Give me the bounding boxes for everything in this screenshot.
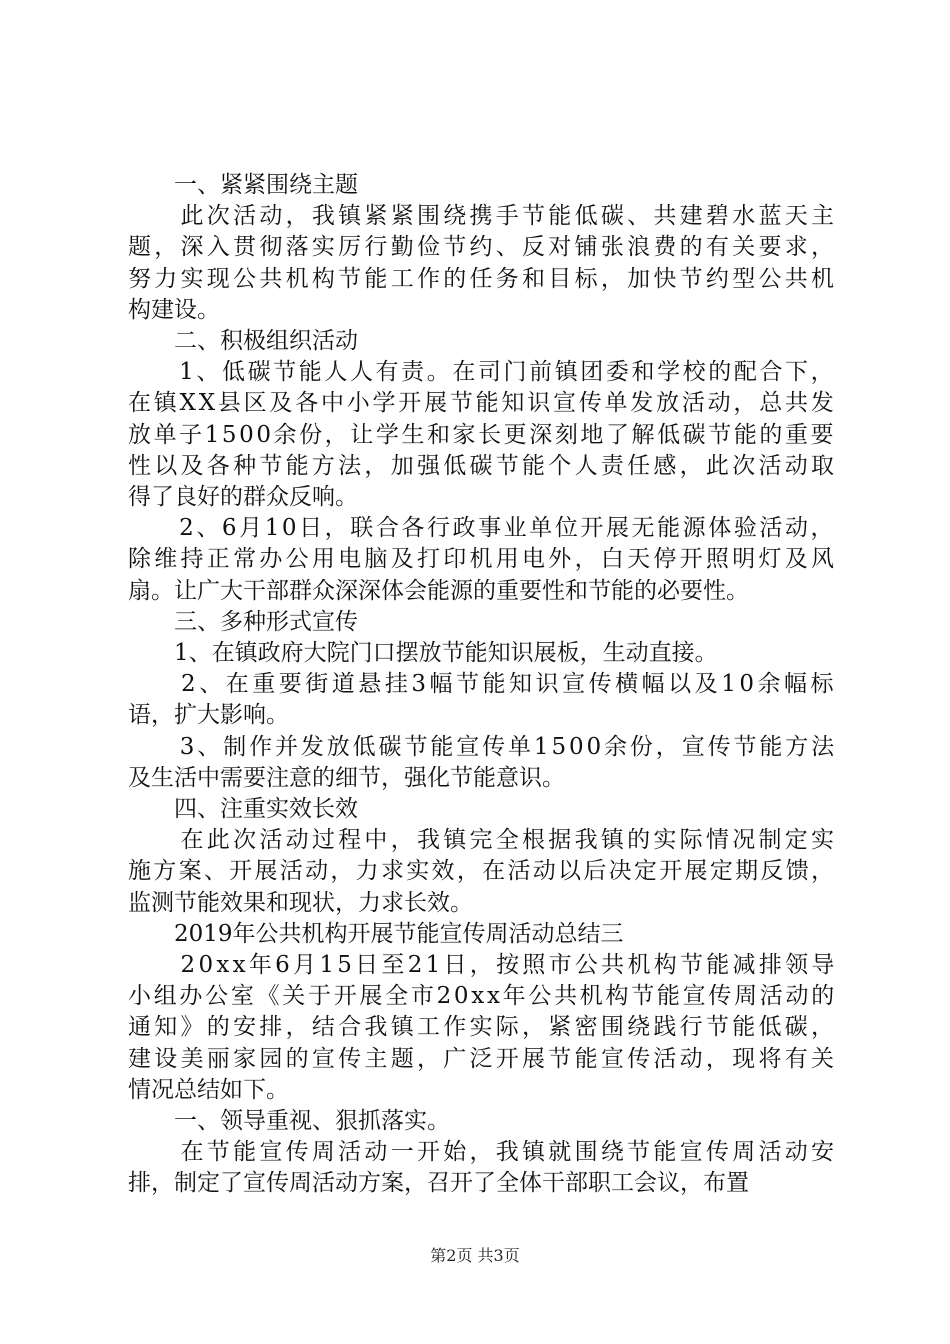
text-line: 三、多种形式宣传	[128, 609, 358, 635]
text-line: 一、紧紧围绕主题	[128, 172, 358, 198]
text-line: 2019年公共机构开展节能宣传周活动总结三	[128, 921, 624, 947]
text-line: 二、积极组织活动	[128, 328, 358, 354]
text-line: 2、6月10日，联合各行政事业单位开展无能源体验活动，	[128, 515, 837, 541]
text-line: 3、制作并发放低碳节能宣传单1500余份，宣传节能方法	[128, 734, 838, 760]
text-line: 1、低碳节能人人有责。在司门前镇团委和学校的配合下，	[128, 359, 837, 385]
text-line: 监测节能效果和现状，力求长效。	[128, 890, 473, 916]
text-line: 通知》的安排，结合我镇工作实际，紧密围绕践行节能低碳，	[128, 1014, 838, 1040]
page-footer: 第2页 共3页	[430, 1246, 520, 1265]
text-line: 在此次活动过程中，我镇完全根据我镇的实际情况制定实	[128, 827, 838, 853]
text-line: 此次活动，我镇紧紧围绕携手节能低碳、共建碧水蓝天主	[128, 203, 838, 229]
text-line: 情况总结如下。	[128, 1077, 289, 1103]
text-line: 性以及各种节能方法，加强低碳节能个人责任感，此次活动取	[128, 453, 838, 479]
text-line: 1、在镇政府大院门口摆放节能知识展板，生动直接。	[128, 640, 718, 666]
text-line: 一、领导重视、狠抓落实。	[128, 1108, 450, 1134]
text-line: 排，制定了宣传周活动方案，召开了全体干部职工会议，布置	[128, 1170, 749, 1196]
text-line: 及生活中需要注意的细节，强化节能意识。	[128, 765, 565, 791]
text-line: 在镇XX县区及各中小学开展节能知识宣传单发放活动，总共发	[128, 390, 837, 416]
text-line: 扇。让广大干部群众深深体会能源的重要性和节能的必要性。	[128, 578, 749, 604]
text-line: 在节能宣传周活动一开始，我镇就围绕节能宣传周活动安	[128, 1139, 838, 1165]
text-line: 语，扩大影响。	[128, 702, 289, 728]
text-line: 小组办公室《关于开展全市20xx年公共机构节能宣传周活动的	[128, 983, 837, 1009]
text-line: 努力实现公共机构节能工作的任务和目标，加快节约型公共机	[128, 266, 838, 292]
text-line: 构建设。	[128, 297, 220, 323]
text-line: 得了良好的群众反响。	[128, 484, 358, 510]
text-line: 建设美丽家园的宣传主题，广泛开展节能宣传活动，现将有关	[128, 1046, 838, 1072]
text-line: 施方案、开展活动，力求实效，在活动以后决定开展定期反馈，	[128, 858, 837, 884]
text-line: 题，深入贯彻落实厉行勤俭节约、反对铺张浪费的有关要求，	[128, 234, 838, 260]
text-line: 2、在重要街道悬挂3幅节能知识宣传横幅以及10余幅标	[128, 671, 838, 697]
text-line: 除维持正常办公用电脑及打印机用电外，白天停开照明灯及风	[128, 546, 838, 572]
text-line: 放单子1500余份，让学生和家长更深刻地了解低碳节能的重要	[128, 422, 837, 448]
text-line: 20xx年6月15日至21日，按照市公共机构节能减排领导	[128, 952, 838, 978]
text-line: 四、注重实效长效	[128, 796, 358, 822]
